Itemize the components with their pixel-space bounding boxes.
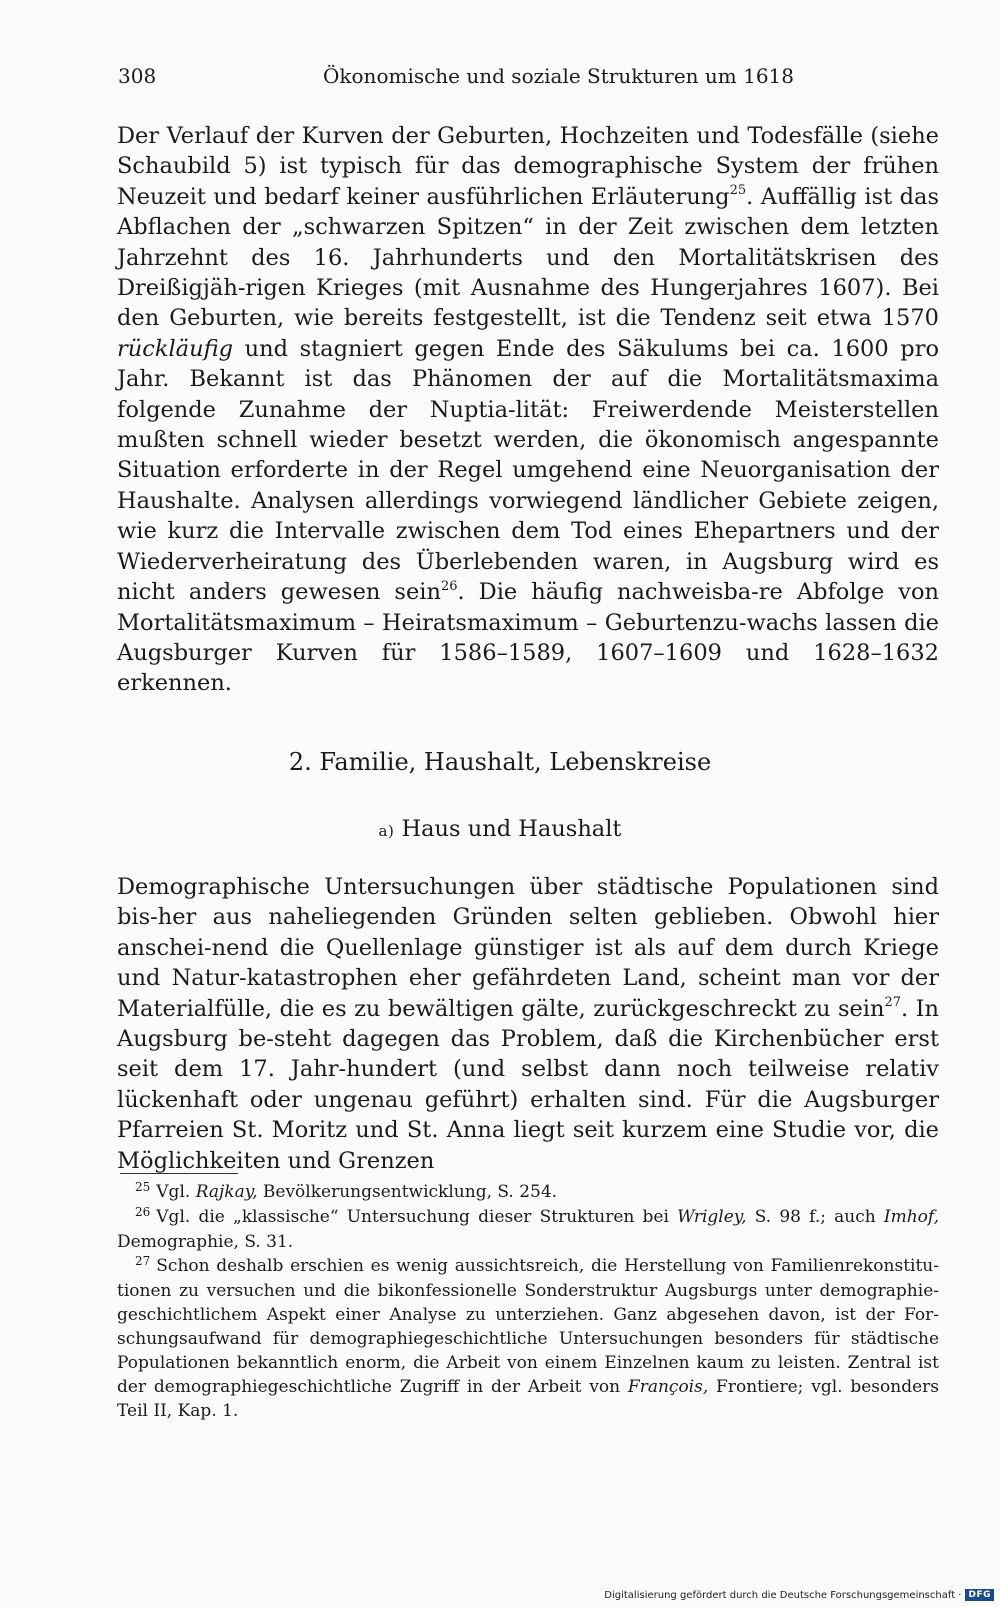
footnote-number: 26 [135,1205,151,1219]
footnote-text: Demographie, S. 31. [117,1232,294,1252]
text-segment: Demographische Untersuchungen über städtische Populationen sind bis-her aus naheliegenden Gründen selten geblieben. Obwohl hier anschei-nend die Quellenlage günstiger ist als auf dem durch Kriege und Natur-katastrophen eher gefährdeten Land, scheint man vor der Materialfülle, die es zu bewältigen gälte, zurückgeschreckt zu sein [117,874,939,1022]
credit-text: Digitalisierung gefördert durch die Deutsche Forschungsgemeinschaft · [604,1589,962,1601]
body-paragraph-1 [117,121,939,699]
author-name: Imhof, [883,1207,939,1227]
footnote-26 [117,1205,939,1254]
section-heading: 2. Familie, Haushalt, Lebenskreise [288,748,712,776]
body-paragraph-2 [117,872,939,1176]
text-segment: . Auffällig ist das Abflachen der „schwarzen Spitzen“ in der Zeit zwischen dem letzten Jahrzehnt des 16. Jahrhunderts und den Mortalitätskrisen des Dreißigjäh-rigen Krieges (mit Ausnahme des Hungerjahres 1607). Bei den Geburten, wie bereits festgestellt, ist die Tendenz seit etwa 1570 [117,183,940,332]
text-segment: und stagniert gegen Ende des Säkulums bei ca. 1600 pro Jahr. Bekannt ist das Phänomen der auf die Mortalitätsmaxima folgende Zunahme der Nuptia-lität: Freiwerdende Meisterstellen mußten schnell wieder besetzt werden, die ökonomisch angespannte Situation erforderte in der Regel umgehend eine Neuorganisation der Haushalte. Analysen allerdings vorwiegend ländlicher Gebiete zeigen, wie kurz die Intervalle zwischen dem Tod eines Ehepartners und der Wiederverheiratung des Überlebenden waren, in Augsburg wird es nicht anders gewesen sein [117,335,939,606]
text-segment: Der Verlauf der Kurven der Geburten, Hochzeiten und Todesfälle (siehe Schaubild 5) ist typisch für das demographische System der frühen Neuzeit und bedarf keiner ausführlichen Erläuterung [117,123,939,210]
footnote-text: Vgl. [156,1182,196,1202]
author-name: Rajkay, [195,1182,258,1202]
text-segment: . In Augsburg be-steht dagegen das Problem, daß die Kirchenbücher erst seit dem 17. Jahr-hundert (und selbst dann noch teilweise relativ lückenhaft oder ungenau geführt) erhalten sind. Für die Augsburger Pfarreien St. Moritz und St. Anna liegt seit kurzem eine Studie vor, die Möglichkeiten und Grenzen [117,995,939,1174]
author-name: François, [627,1377,709,1397]
running-title: Ökonomische und soziale Strukturen um 1618 [323,64,795,88]
dfg-logo-icon: DFG [965,1589,994,1601]
subsection-title: Haus und Haushalt [394,816,622,842]
emphasis-text: rückläufig [117,335,233,362]
author-name: Wrigley, [677,1207,747,1227]
footnote-text: Vgl. die „klassische“ Untersuchung dieser Strukturen bei [156,1207,678,1227]
footnotes [117,1180,939,1423]
page-number: 308 [118,64,157,88]
digitization-credit [604,1589,994,1601]
footnote-ref-25[interactable]: 25 [729,183,747,199]
subsection-letter: a) [378,822,395,840]
subsection-heading [0,814,1000,846]
footnote-ref-26[interactable]: 26 [440,578,458,594]
footnote-number: 25 [135,1180,151,1194]
footnote-text: Frontiere; vgl. besonders Teil II, Kap. 1. [117,1377,939,1421]
footnote-27 [117,1254,939,1423]
footnote-ref-27[interactable]: 27 [884,995,902,1011]
footnote-divider [120,1173,238,1174]
footnote-text: Schon deshalb erschien es wenig aussichtsreich, die Herstellung von Familienrekonstitu-tionen zu versuchen und die bikonfessionelle Sonderstruktur Augsburgs unter demographie-geschichtlichem Aspekt einer Analyse zu unterziehen. Ganz abgesehen davon, ist der For-schungsaufwand für demographiegeschichtliche Untersuchungen besonders für städtische Populationen bekanntlich enorm, die Arbeit von einem Einzelnen kaum zu leisten. Zentral ist der demographiegeschichtliche Zugriff in der Arbeit von [117,1256,939,1397]
footnote-text: S. 98 f.; auch [746,1207,884,1227]
text-segment: . Die häufig nachweisba-re Abfolge von Mortalitätsmaximum – Heiratsmaximum – Geburtenzu-wachs lassen die Augsburger Kurven für 1586–1589, 1607–1609 und 1628–1632 erkennen. [117,579,940,697]
footnote-number: 27 [135,1254,151,1268]
footnote-text: Bevölkerungsentwicklung, S. 254. [257,1182,558,1202]
footnote-25 [117,1180,939,1205]
